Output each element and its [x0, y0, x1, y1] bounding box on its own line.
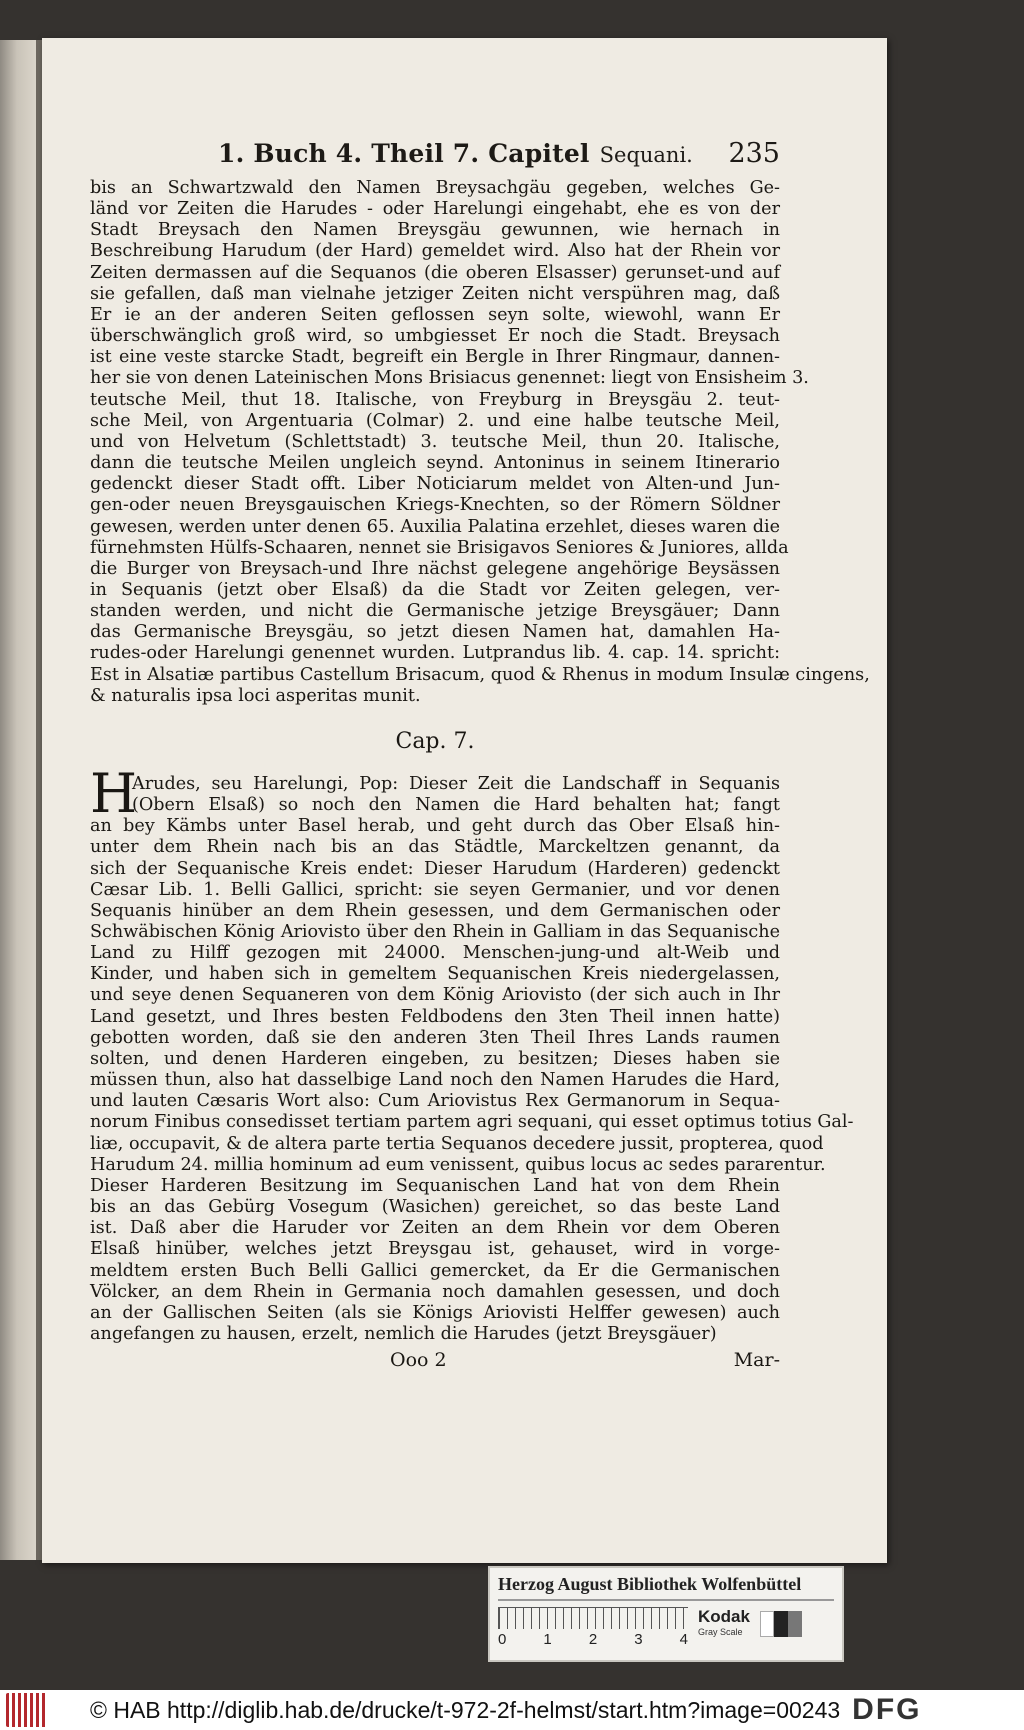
text-line: gebotten worden, daß sie den anderen 3ten Theil Ihres Lands raumen [90, 1027, 780, 1048]
text-line: sich der Sequanische Kreis endet: Dieser Harudum (Harderen) gedenckt [90, 858, 780, 879]
text-line: teutsche Meil, thut 18. Italische, von Freyburg in Breysgäu 2. teut- [90, 389, 780, 410]
library-scan-label [488, 1566, 844, 1662]
ruler-number: 0 [498, 1631, 507, 1648]
text-line: angefangen zu hausen, erzelt, nemlich die Harudes (jetzt Breysgäuer) [90, 1323, 717, 1344]
text-line: her sie von denen Lateinischen Mons Brisiacus genennet: liegt von Ensisheim 3. [90, 368, 809, 389]
ruler-number: 2 [588, 1631, 598, 1648]
text-line: sie gefallen, daß man vielnahe jetziger Zeiten nicht verspühren mag, daß [90, 283, 780, 304]
text-line: Elsaß hinüber, welches jetzt Breysgau ist, gehauset, wird in vorge- [90, 1239, 780, 1260]
text-line: Cæsar Lib. 1. Belli Gallici, spricht: sie seyen Germanier, und vor denen [90, 879, 780, 900]
paragraph-1 [90, 178, 870, 707]
kodak-brand: Kodak [698, 1607, 750, 1626]
catchline [90, 1349, 780, 1371]
text-line: an bey Kämbs unter Basel herab, und geht durch das Ober Elsaß hin- [90, 816, 780, 837]
running-head-left [218, 139, 693, 168]
ruler-number: 1 [543, 1631, 552, 1648]
text-line: Stadt Breysach den Namen Breysgäu gewunnen, wie hernach in [90, 220, 780, 241]
text-line: Zeiten dermassen auf die Sequanos (die oberen Elsasser) gerunset-und auf [90, 262, 780, 283]
running-head-title: 1. Buch 4. Theil 7. Capitel [218, 139, 590, 168]
ruler-numbers [498, 1631, 688, 1648]
text-line: Beschreibung Harudum (der Hard) gemeldet wird. Also hat der Rhein vor [90, 241, 780, 262]
text-line: dann die teutsche Meilen ungleich seynd. Antoninus in seinem Itinerario [90, 453, 780, 474]
text-line: die Burger von Breysach-und Ihre nächst gelegene angehörige Beysässen [90, 558, 780, 579]
text-line: das Germanische Breysgäu, so jetzt diesen Namen hat, damahlen Ha- [90, 622, 780, 643]
text-line: in Sequanis (jetzt ober Elsaß) da die Stadt vor Zeiten gelegen, ver- [90, 579, 780, 600]
text-line: an der Gallischen Seiten (als sie Königs Ariovisti Helffer gewesen) auch [90, 1302, 780, 1323]
text-line: bis an das Gebürg Vosegum (Wasichen) gereichet, so das beste Land [90, 1197, 780, 1218]
text-line: Völcker, an dem Rhein in Germania noch damahlen gesessen, und doch [90, 1281, 780, 1302]
text-line: und von Helvetum (Schlettstadt) 3. teutsche Meil, thun 20. Italische, [90, 431, 780, 452]
text-line: Harudum 24. millia hominum ad eum venissent, quibus locus ac sedes pararentur. [90, 1154, 826, 1175]
text-line: Est in Alsatiæ partibus Castellum Brisacum, quod & Rhenus in modum Insulæ cingens, [90, 664, 870, 685]
text-line: sche Meil, von Argentuaria (Colmar) 2. und eine halbe teutsche Meil, [90, 410, 780, 431]
text-line: Sequanis hinüber an dem Rhein gesessen, und dem Germanischen oder [90, 900, 780, 921]
text-line: überschwänglich groß wird, so umbgiesset Er noch die Stadt. Breysach [90, 326, 780, 347]
catchword: Mar- [733, 1349, 780, 1372]
running-head-subject: Sequani. [599, 143, 693, 167]
text-line: rudes-oder Harelungi genennet wurden. Lutprandus lib. 4. cap. 14. spricht: [90, 643, 780, 664]
text-line: und seye denen Sequaneren von dem König Ariovisto (der sich auch in Ihr [90, 985, 780, 1006]
hab-logo-icon [6, 1693, 48, 1727]
signature-mark: Ooo 2 [390, 1349, 447, 1372]
text-line: Er ie an der anderen Seiten geflossen seyn solte, wiewohl, wann Er [90, 304, 780, 325]
scale-row [498, 1607, 834, 1653]
text-line: Land gesetzt, und Ihres besten Feldbodens den 3ten Theil innen hatte) [90, 1006, 780, 1027]
text-line: ist. Daß aber die Haruder vor Zeiten an dem Rhein vor dem Oberen [90, 1218, 780, 1239]
text-line: Schwäbischen König Ariovisto über den Rhein in Galliam in das Sequanische [90, 922, 780, 942]
text-line: & naturalis ipsa loci asperitas munit. [90, 685, 421, 706]
ruler-number: 3 [634, 1631, 643, 1648]
drop-cap: H [90, 761, 138, 825]
text-line: ist eine veste starcke Stadt, begreift ein Bergle in Ihrer Ringmaur, dannen- [90, 347, 780, 368]
ruler-number: 4 [679, 1631, 688, 1648]
footer-bar [0, 1690, 1024, 1730]
page-number: 235 [728, 138, 780, 169]
chapter-heading: Cap. 7. [395, 728, 475, 754]
text-line: Kinder, und haben sich in gemeltem Sequanischen Kreis niedergelassen, [90, 964, 780, 985]
text-line: Arudes, seu Harelungi, Pop: Dieser Zeit die Landschaff in Sequanis [132, 773, 780, 794]
text-line: (Obern Elsaß) so noch den Namen die Hard behalten hat; fangt [132, 795, 780, 816]
text-line: bis an Schwartzwald den Namen Breysachgäu gegeben, welches Ge- [90, 178, 780, 198]
footer-copyright-link[interactable]: © HAB http://diglib.hab.de/drucke/t-972-2f-helmst/start.htm?image=00243 [90, 1696, 841, 1723]
measurement-ruler [498, 1607, 688, 1653]
text-line: solten, und denen Harderen eingeben, zu besitzen; Dieses haben sie [90, 1048, 780, 1069]
ruler-ticks [498, 1607, 688, 1629]
text-line: Dieser Harderen Besitzung im Sequanischen Land hat von dem Rhein [90, 1175, 780, 1196]
dfg-logo: DFG [852, 1693, 922, 1726]
text-line: meldtem ersten Buch Belli Gallici gemercket, da Er die Germanischen [90, 1260, 780, 1281]
text-line: müssen thun, also hat dasselbige Land noch den Namen Harudes die Hard, [90, 1070, 780, 1091]
library-name: Herzog August Bibliothek Wolfenbüttel [498, 1574, 834, 1601]
text-line: und lauten Cæsaris Wort also: Cum Ariovistus Rex Germanorum in Sequa- [90, 1091, 780, 1112]
text-line: Land zu Hilff gezogen mit 24000. Menschen-jung-und alt-Weib und [90, 943, 780, 964]
text-line: liæ, occupavit, & de altera parte tertia Sequanos decedere jussit, propterea, quod [90, 1133, 824, 1154]
text-line: norum Finibus consedisset tertiam partem agri sequani, qui esset optimus totius Gal- [90, 1112, 854, 1133]
text-line: gen-oder neuen Breysgauischen Kriegs-Knechten, so der Römern Söldner [90, 495, 780, 516]
running-head [90, 138, 780, 178]
text-line: standen werden, und nicht die Germanische jetzige Breysgäuer; Dann [90, 601, 780, 622]
book-page [42, 38, 887, 1563]
text-line: gewesen, werden unter denen 65. Auxilia Palatina erzehlet, dieses waren die [90, 516, 780, 537]
gray-scale-patch [760, 1611, 802, 1637]
kodak-box [698, 1607, 750, 1637]
page-content [90, 138, 870, 1372]
text-line: fürnehmsten Hülfs-Schaaren, nennet sie Brisigavos Seniores & Juniores, allda [90, 537, 789, 558]
kodak-subtitle: Gray Scale [698, 1627, 743, 1637]
text-line: länd vor Zeiten die Harudes - oder Harelungi eingehabt, ehe es von der [90, 199, 780, 220]
text-line: unter dem Rhein nach bis an das Städtle, Marckeltzen genannt, da [90, 837, 780, 858]
paragraph-2 [90, 761, 854, 1345]
text-line: gedenckt dieser Stadt offt. Liber Noticiarum meldet von Alten-und Jun- [90, 474, 780, 495]
